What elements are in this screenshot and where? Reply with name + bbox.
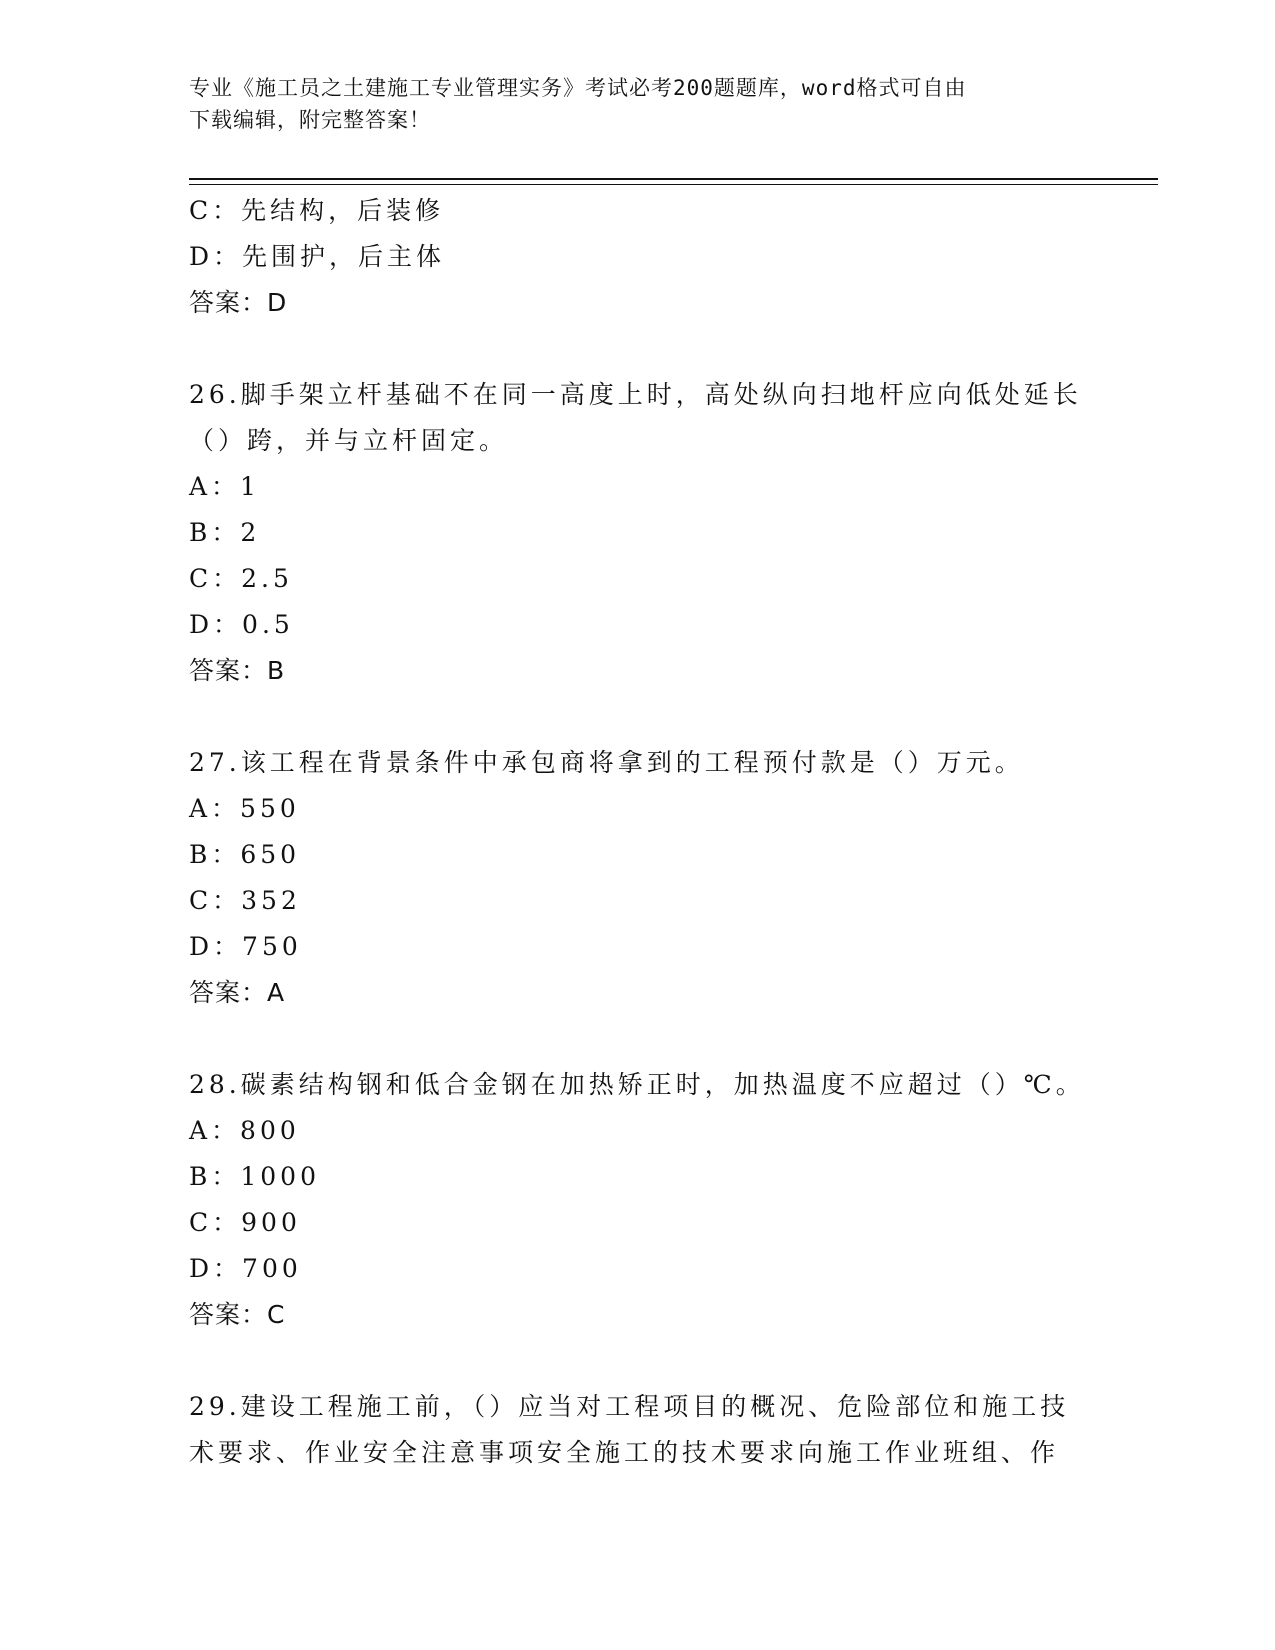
question-stem-line-1: 27.该工程在背景条件中承包商将拿到的工程预付款是（）万元。 (189, 748, 1024, 777)
option-c: C：900 (189, 1208, 301, 1237)
header-divider-thin (189, 184, 1158, 185)
question-stem-line-2: （）跨，并与立杆固定。 (189, 426, 509, 455)
option-c: C：352 (189, 886, 301, 915)
question-stem (189, 1384, 1089, 1476)
header-line-1: 专业《施工员之土建施工专业管理实务》考试必考200题题库，word格式可自由 (189, 76, 967, 100)
question-29 (189, 1384, 1089, 1476)
option-c: C：2.5 (189, 564, 293, 593)
spacer (189, 1016, 1089, 1062)
question-27 (189, 740, 1089, 1016)
question-28 (189, 1062, 1089, 1338)
answer-label: 答案：A (189, 978, 286, 1007)
option-b: B：1000 (189, 1162, 320, 1191)
option-c: C：先结构，后装修 (189, 196, 445, 225)
option-d: D：0.5 (189, 610, 294, 639)
header-line-2: 下载编辑，附完整答案！ (189, 108, 431, 132)
question-stem-line-1: 29.建设工程施工前，（）应当对工程项目的概况、危险部位和施工技 (189, 1392, 1070, 1421)
question-25 (189, 188, 1089, 326)
option-b: B：2 (189, 518, 261, 547)
option-d: D：750 (189, 932, 302, 961)
option-a: A：1 (189, 472, 260, 501)
question-26 (189, 372, 1089, 694)
question-stem-line-1: 28.碳素结构钢和低合金钢在加热矫正时，加热温度不应超过（）℃。 (189, 1070, 1085, 1099)
question-stem-line-2: 术要求、作业安全注意事项安全施工的技术要求向施工作业班组、作 (189, 1438, 1060, 1467)
question-list (189, 188, 1089, 1476)
option-a: A：800 (189, 1116, 300, 1145)
option-b: B：650 (189, 840, 301, 869)
answer-label: 答案：C (189, 1300, 286, 1329)
spacer (189, 326, 1089, 372)
document-header (189, 72, 1089, 136)
spacer (189, 694, 1089, 740)
question-stem-line-1: 26.脚手架立杆基础不在同一高度上时，高处纵向扫地杆应向低处延长 (189, 380, 1082, 409)
option-d: D：先围护，后主体 (189, 242, 446, 271)
question-stem (189, 372, 1089, 464)
answer-label: 答案：B (189, 656, 286, 685)
question-stem (189, 740, 1089, 786)
spacer (189, 1338, 1089, 1384)
header-divider-thick (189, 178, 1158, 180)
question-stem (189, 1062, 1089, 1108)
answer-label: 答案：D (189, 288, 288, 317)
option-a: A：550 (189, 794, 300, 823)
option-d: D：700 (189, 1254, 302, 1283)
